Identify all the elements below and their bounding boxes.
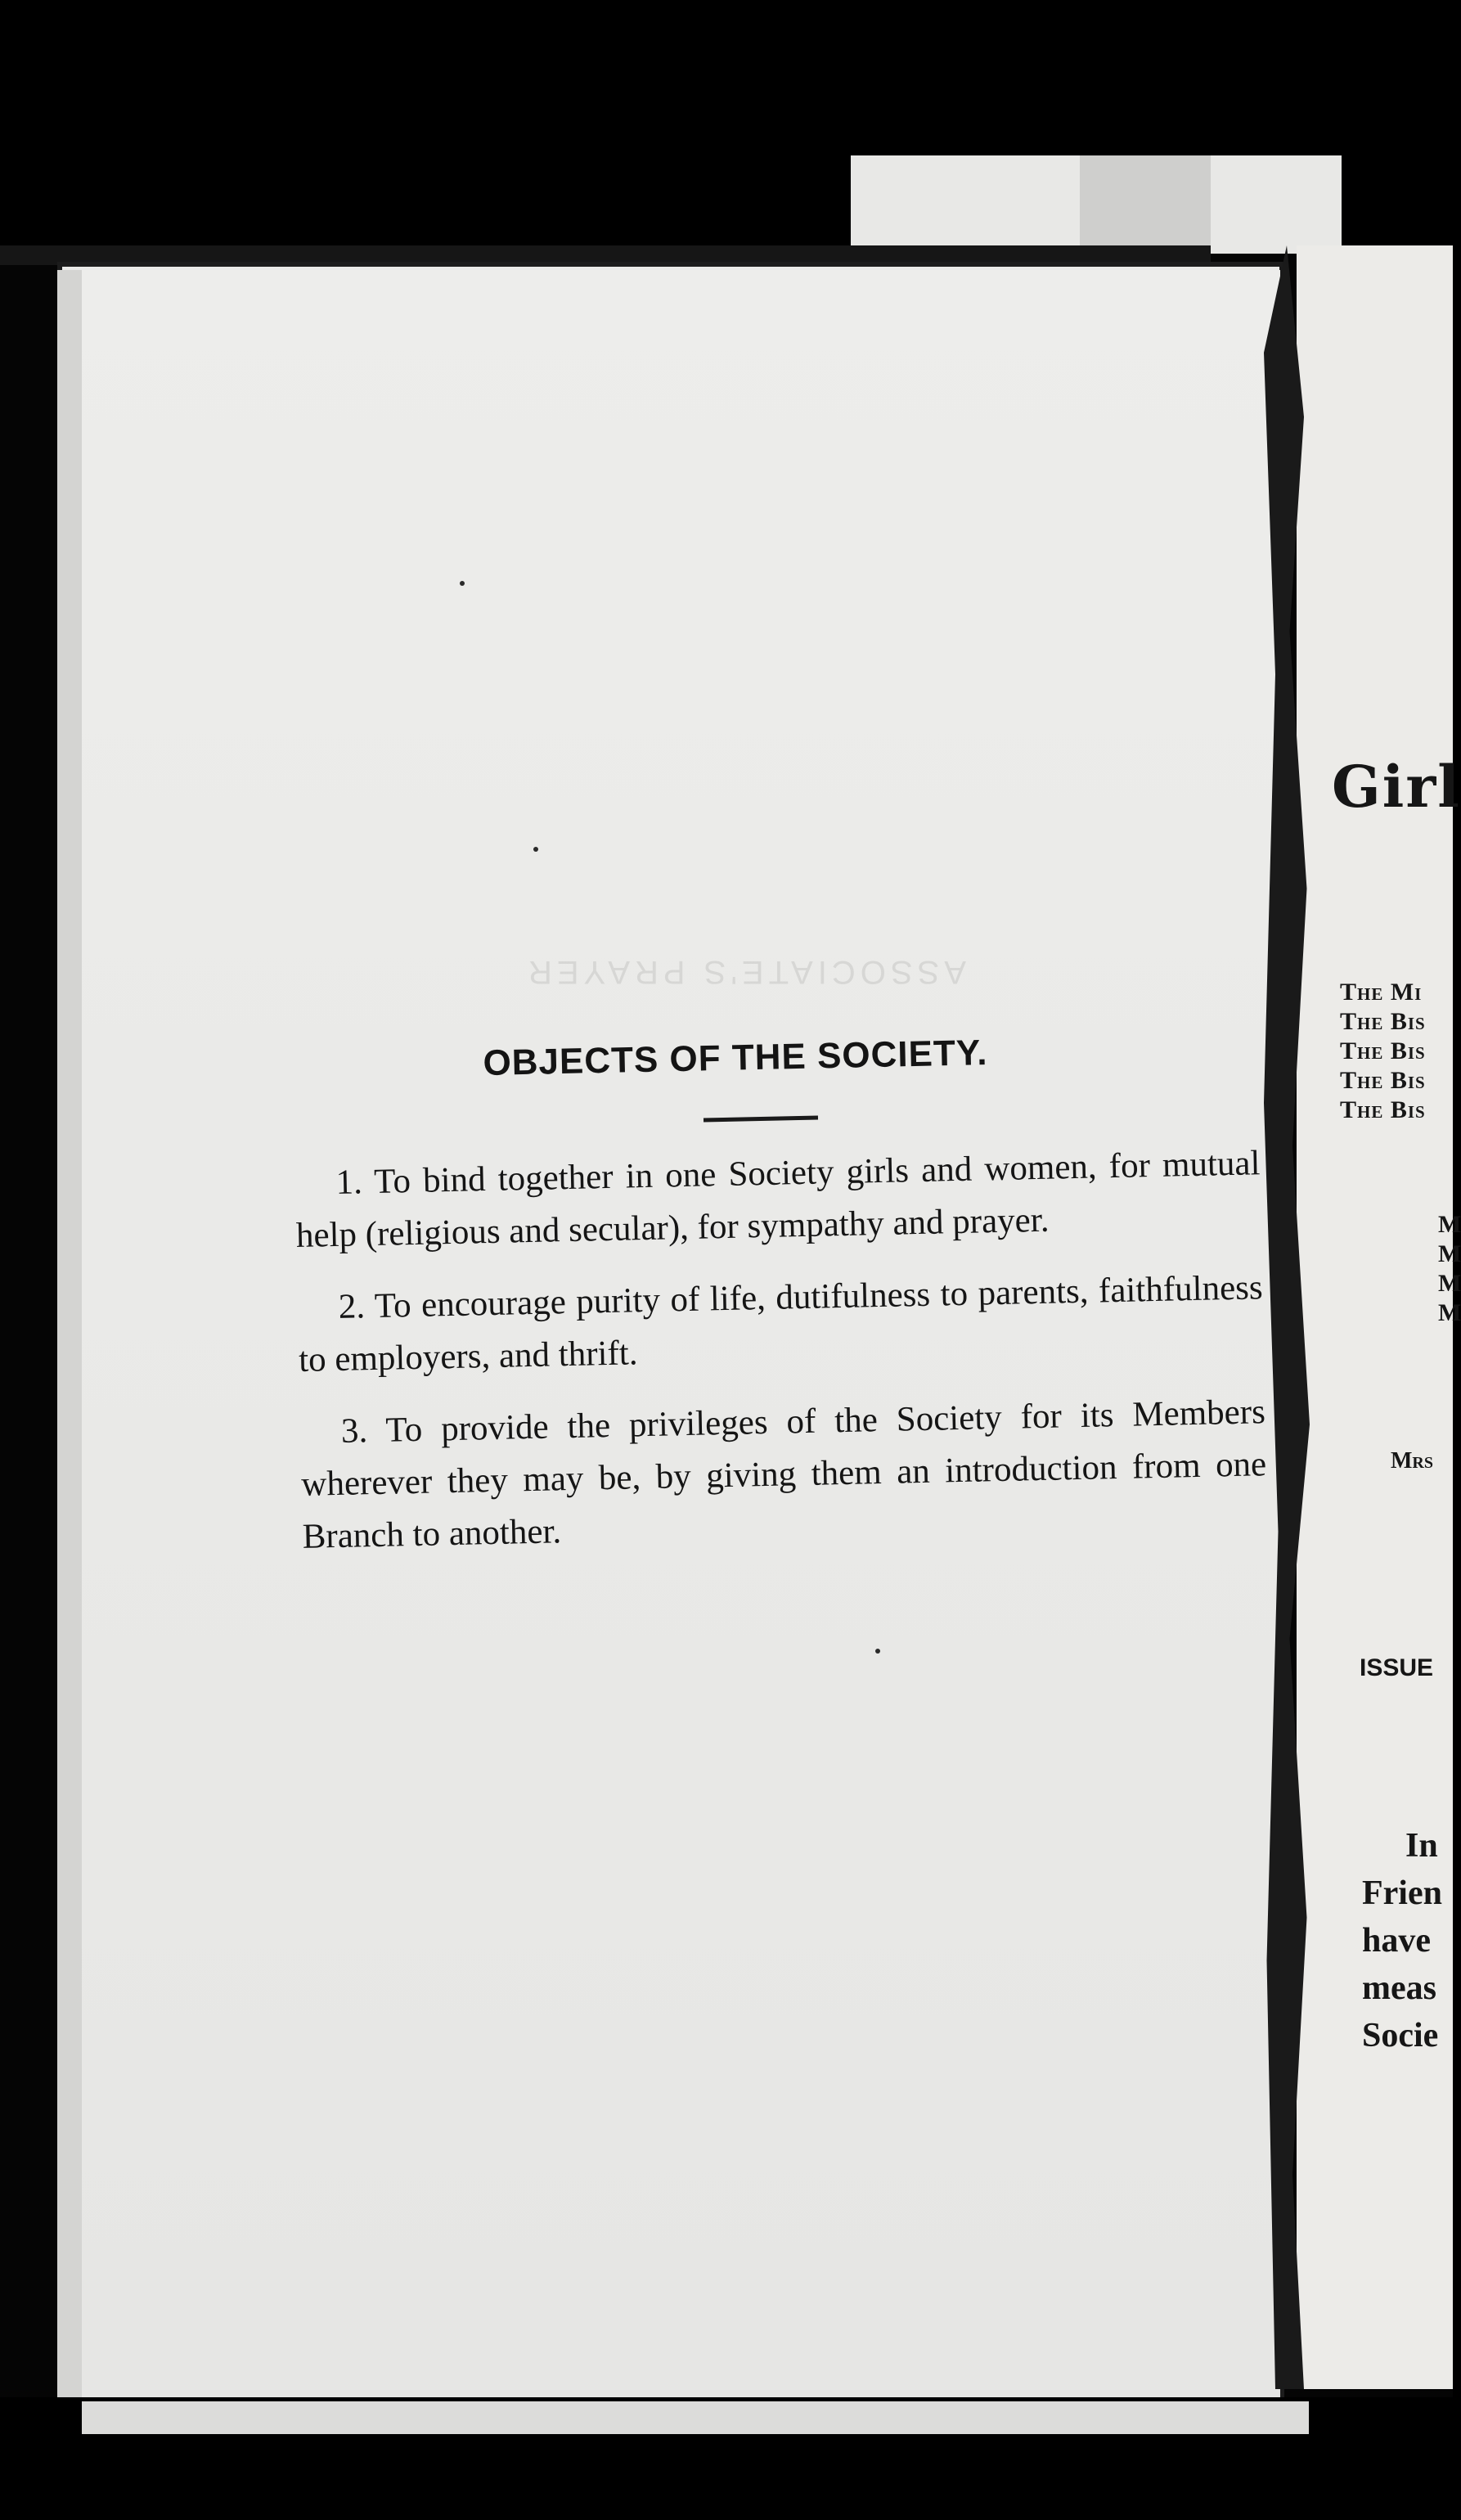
objects-list — [294, 1137, 1269, 1583]
object-item: 1. To bind together in one Society girls and women, for mutual help (religious and secular), for sympathy and prayer. — [295, 1144, 1261, 1255]
right-page-title: Girl — [1332, 753, 1461, 821]
officer-line: The Mi — [1340, 979, 1423, 1006]
dust-speck — [460, 581, 465, 586]
paragraph-line: meas — [1362, 1969, 1436, 2007]
officer-line: The Bis — [1340, 1067, 1426, 1094]
initial-line: M — [1438, 1211, 1461, 1238]
page-heading: OBJECTS OF THE SOCIETY. — [483, 1033, 988, 1083]
initial-line: M — [1438, 1299, 1461, 1326]
issue-line: ISSUE — [1360, 1654, 1434, 1681]
officer-line: The Bis — [1340, 1096, 1426, 1123]
page-bottom-edge — [82, 2401, 1309, 2434]
paragraph-line: In — [1405, 1827, 1438, 1865]
right-page — [1297, 245, 1453, 2389]
paragraph-line: have — [1362, 1922, 1431, 1960]
object-item: 2. To encourage purity of life, dutifulness to parents, faithfulness to employers, and thrift. — [298, 1268, 1264, 1379]
paragraph-line: Socie — [1362, 2017, 1439, 2054]
object-item: 3. To provide the privileges of the Society for its Members wherever they may be, by giving them an introduction from one Branch to another. — [300, 1393, 1267, 1556]
officer-line: The Bis — [1340, 1037, 1426, 1064]
officer-line: The Bis — [1340, 1008, 1426, 1035]
dust-speck — [875, 1649, 880, 1654]
dust-speck — [533, 847, 538, 852]
mrs-line: Mrs — [1391, 1448, 1433, 1474]
paragraph-line: Frien — [1362, 1874, 1442, 1912]
initial-line: M — [1438, 1240, 1461, 1267]
initial-line: M — [1438, 1270, 1461, 1297]
left-margin-shadow — [57, 270, 82, 2397]
bleed-through-text: ASSOCIATE'S PRAYER — [524, 954, 966, 990]
